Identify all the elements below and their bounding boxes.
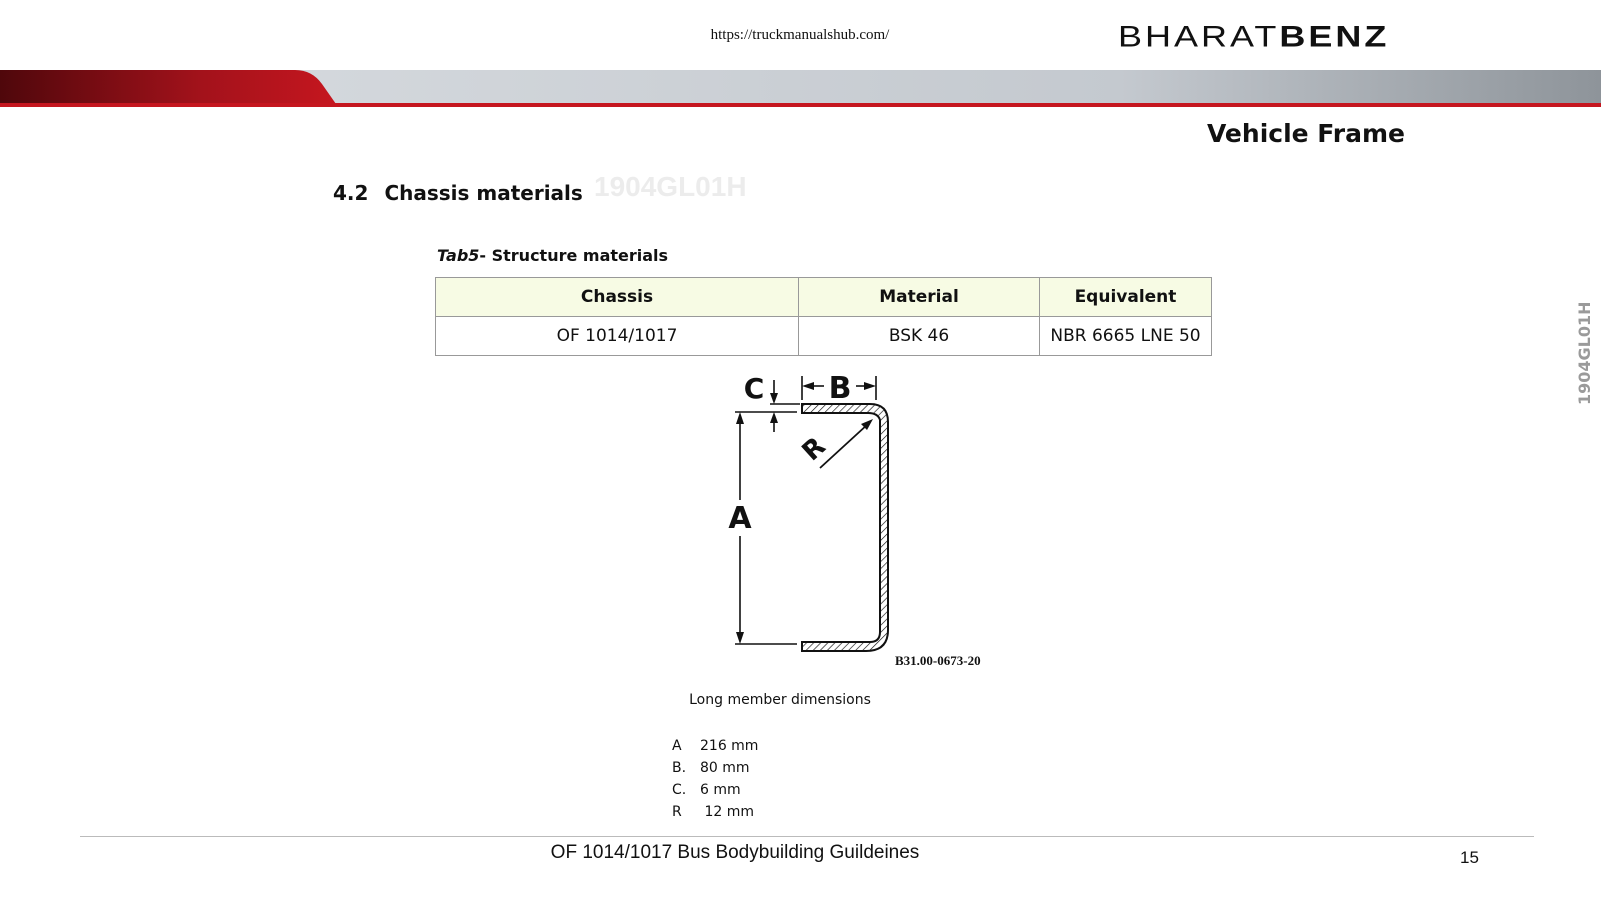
structure-materials-table <box>435 277 1212 356</box>
list-item <box>672 757 758 779</box>
table-header-row <box>436 278 1212 317</box>
source-url: https://truckmanualshub.com/ <box>710 27 890 43</box>
dimension-key: R <box>672 804 682 820</box>
side-watermark-text: 1904GL01H <box>1575 301 1594 405</box>
table-caption-text: - Structure materials <box>479 246 669 265</box>
dimension-key: A <box>672 738 682 754</box>
table-row <box>436 317 1212 356</box>
diagram-caption: Long member dimensions <box>689 692 871 708</box>
list-item <box>672 779 758 801</box>
chapter-heading <box>333 181 583 205</box>
section-title: Vehicle Frame <box>1206 119 1405 148</box>
cell-equivalent: NBR 6665 LNE 50 <box>1040 317 1212 356</box>
dimension-label-c: C <box>743 372 765 405</box>
dimension-key: B. <box>672 760 687 776</box>
column-header-equivalent: Equivalent <box>1040 278 1212 317</box>
column-header-material: Material <box>799 278 1040 317</box>
logo-text-light: BHARAT <box>1118 19 1280 54</box>
bharatbenz-logo <box>1118 19 1390 54</box>
dimension-value: 216 mm <box>700 738 759 754</box>
figure-code: B31.00-0673-20 <box>895 653 981 668</box>
cell-chassis: OF 1014/1017 <box>436 317 799 356</box>
logo-text-bold: BENZ <box>1279 19 1390 54</box>
dimension-value: 6 mm <box>700 782 741 798</box>
dimension-label-a: A <box>728 501 752 536</box>
header-banner <box>0 70 1601 108</box>
page-number: 15 <box>1460 848 1479 867</box>
dimension-value: 80 mm <box>700 760 750 776</box>
list-item <box>672 801 758 823</box>
dimension-value: 12 mm <box>700 804 754 820</box>
dimensions-list <box>672 735 758 823</box>
dimension-label-r: R <box>796 431 832 468</box>
footer-title: OF 1014/1017 Bus Bodybuilding Guildeines <box>550 842 920 863</box>
long-member-diagram <box>700 360 1000 680</box>
heading-number: 4.2 <box>333 181 369 205</box>
list-item <box>672 735 758 757</box>
table-caption <box>437 246 668 265</box>
column-header-chassis: Chassis <box>436 278 799 317</box>
footer-divider <box>80 836 1534 837</box>
side-watermark <box>1572 300 1596 410</box>
cell-material: BSK 46 <box>799 317 1040 356</box>
heading-text: Chassis materials <box>384 181 583 205</box>
watermark-text: 1904GL01H <box>594 171 747 202</box>
table-caption-label: Tab5 <box>437 246 480 265</box>
dimension-key: C. <box>672 782 687 798</box>
dimension-label-b: B <box>828 371 852 406</box>
